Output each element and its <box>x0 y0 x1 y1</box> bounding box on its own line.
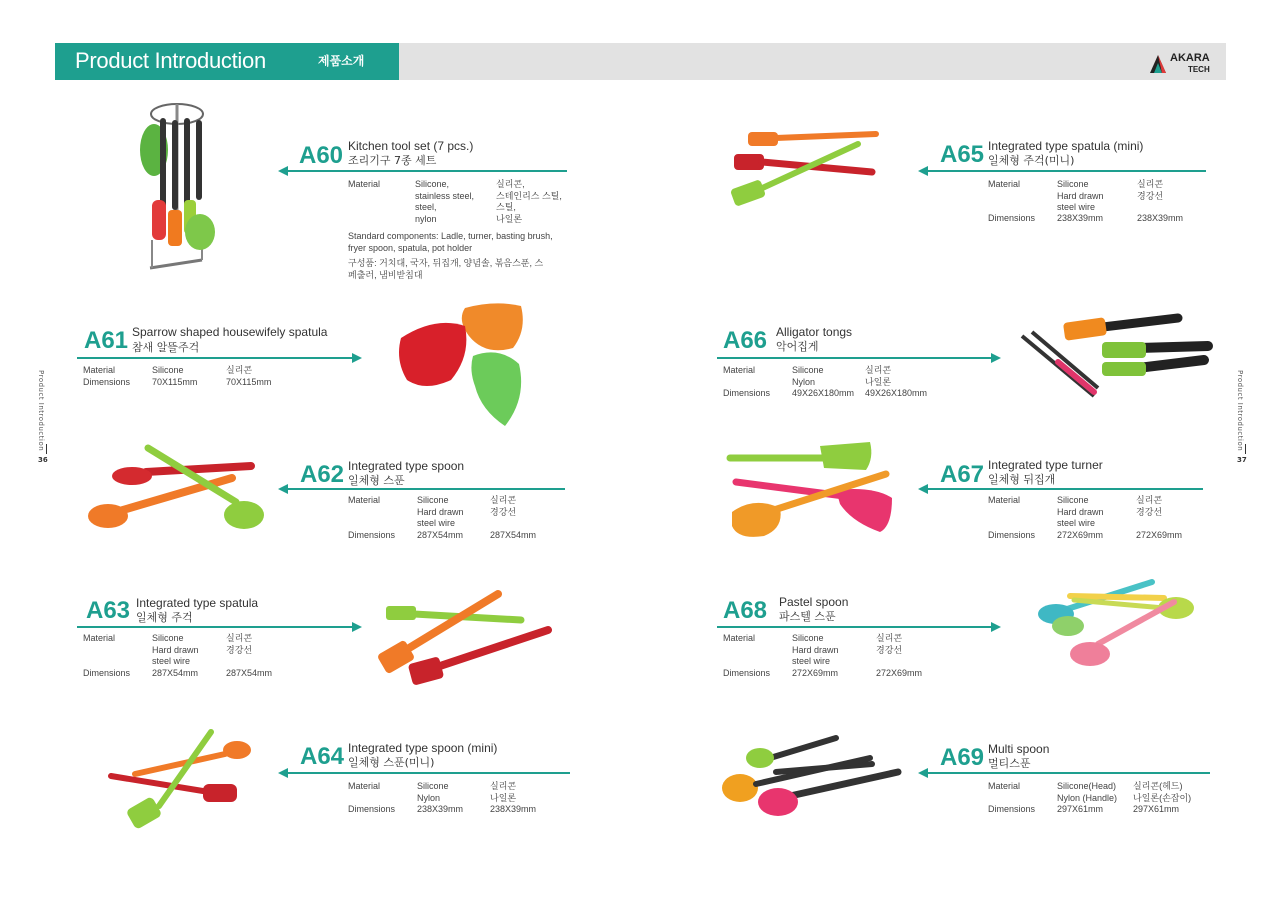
divider-line <box>285 170 567 172</box>
product-code: A62 <box>300 461 345 488</box>
divider-line <box>925 772 1210 774</box>
material-kr <box>490 781 516 804</box>
spec-block <box>723 365 943 405</box>
material-en-3: steel wire <box>417 518 456 528</box>
material-kr-1: 실리콘 <box>490 495 517 505</box>
material-kr <box>1133 781 1191 804</box>
material-en-2: stainless steel, <box>415 190 475 201</box>
material-label: Material <box>988 781 1021 791</box>
dimensions-en: 272X69mm <box>1057 530 1104 540</box>
material-en <box>792 633 839 668</box>
material-en-3: steel wire <box>1057 518 1096 528</box>
material-en: Silicone <box>152 365 184 375</box>
material-en <box>417 781 449 804</box>
material-kr-1: 실리콘 <box>490 781 517 791</box>
divider-line <box>717 626 991 628</box>
material-kr: 실리콘 <box>226 365 253 375</box>
material-en-3: steel wire <box>1057 202 1096 212</box>
dimensions-kr: 272X69mm <box>1136 530 1183 540</box>
dimensions-label: Dimensions <box>348 804 396 814</box>
product-code: A68 <box>723 597 768 624</box>
dimensions-en: 272X69mm <box>792 668 839 678</box>
kitchen-tool-set-image <box>132 100 222 272</box>
material-en-1: Silicone <box>1057 495 1089 505</box>
material-en-2: Nylon (Handle) <box>1057 792 1118 803</box>
product-name-kr: 참새 알뜰주걱 <box>132 341 200 354</box>
divider-line <box>77 626 352 628</box>
material-en-2: Hard drawn <box>1057 190 1104 201</box>
material-en <box>1057 179 1104 214</box>
product-code: A65 <box>940 141 985 168</box>
product-name-kr: 일체형 뒤집개 <box>988 473 1056 486</box>
arrow-right-icon <box>352 622 362 632</box>
page-title: Product Introduction <box>75 48 266 73</box>
material-label: Material <box>723 633 756 643</box>
multi-spoon-image <box>720 734 902 822</box>
spec-block <box>83 633 303 683</box>
side-divider-right <box>1245 444 1246 454</box>
product-name: Integrated type spoon (mini) <box>348 741 498 755</box>
material-en <box>1057 495 1104 530</box>
dimensions-kr: 238X39mm <box>1137 213 1184 223</box>
material-label: Material <box>83 365 116 375</box>
material-kr <box>865 365 891 388</box>
dimensions-label: Dimensions <box>988 804 1036 814</box>
arrow-right-icon <box>991 622 1001 632</box>
dimensions-kr: 287X54mm <box>226 668 273 678</box>
material-en <box>792 365 824 388</box>
product-name-kr: 악어집게 <box>776 340 819 353</box>
side-label-left: Product Introduction <box>37 370 45 452</box>
arrow-left-icon <box>278 166 288 176</box>
material-en-2: Hard drawn <box>792 644 839 655</box>
product-name: Multi spoon <box>988 742 1050 756</box>
product-name: Alligator tongs <box>776 325 853 339</box>
material-en-1: Silicone <box>417 495 449 505</box>
logo-line1: AKARA <box>1170 52 1210 64</box>
spec-block <box>348 495 568 545</box>
spec-block <box>348 179 568 229</box>
dimensions-label: Dimensions <box>83 668 131 678</box>
material-label: Material <box>83 633 116 643</box>
product-code: A67 <box>940 461 985 488</box>
dimensions-label: Dimensions <box>348 530 396 540</box>
dimensions-label: Dimensions <box>723 388 771 398</box>
product-name-kr: 일체형 스푼 <box>348 474 405 487</box>
spec-block <box>988 781 1218 821</box>
material-en-1: Silicone, <box>415 179 450 189</box>
spec-block <box>988 495 1208 545</box>
material-kr-2: 스테인리스 스틸, <box>496 190 562 201</box>
material-kr-1: 실리콘 <box>865 365 892 375</box>
material-en-2: Nylon <box>792 376 816 387</box>
material-en-1: Silicone <box>152 633 184 643</box>
integrated-spatula-image <box>376 588 556 688</box>
spec-block <box>988 179 1208 229</box>
dimensions-kr: 297X61mm <box>1133 804 1180 814</box>
page-subtitle: 제품소개 <box>318 54 365 68</box>
material-kr-4: 나일론 <box>496 213 523 224</box>
material-kr-2: 경강선 <box>226 644 253 655</box>
material-kr <box>496 179 562 225</box>
dimensions-en: 287X54mm <box>417 530 464 540</box>
material-kr-2: 경강선 <box>490 506 517 517</box>
material-kr <box>1136 495 1162 518</box>
material-en-1: Silicone <box>1057 179 1089 189</box>
material-kr-2: 나일론(손잡이) <box>1133 792 1192 803</box>
page-number-right: 37 <box>1237 456 1247 464</box>
product-code: A61 <box>84 327 129 354</box>
arrow-left-icon <box>918 484 928 494</box>
material-en-2: Nylon <box>417 792 441 803</box>
arrow-left-icon <box>918 768 928 778</box>
material-label: Material <box>988 495 1021 505</box>
material-label: Material <box>348 495 381 505</box>
material-en-3: steel wire <box>152 656 191 666</box>
material-kr-1: 실리콘(헤드) <box>1133 781 1183 791</box>
logo-line2: TECH <box>1187 65 1210 74</box>
divider-line <box>717 357 991 359</box>
material-label: Material <box>348 781 381 791</box>
dimensions-kr: 287X54mm <box>490 530 537 540</box>
components-en: Standard components: Ladle, turner, basting brush, fryer spoon, spatula, pot holder <box>348 231 553 253</box>
alligator-tongs-image <box>1018 308 1214 408</box>
material-kr <box>490 495 516 518</box>
material-kr-2: 경강선 <box>876 644 903 655</box>
material-kr-3: 스틸, <box>496 202 516 212</box>
arrow-left-icon <box>918 166 928 176</box>
product-name: Integrated type turner <box>988 458 1103 472</box>
material-label: Material <box>723 365 756 375</box>
product-name-kr: 일체형 스푼(미니) <box>348 756 435 769</box>
dimensions-kr: 49X26X180mm <box>865 388 928 398</box>
dimensions-en: 297X61mm <box>1057 804 1104 814</box>
material-en-2: Hard drawn <box>152 644 199 655</box>
dimensions-label: Dimensions <box>988 530 1036 540</box>
header-bar-gray <box>399 43 1226 80</box>
material-kr-1: 실리콘, <box>496 179 525 189</box>
product-code: A63 <box>86 597 131 624</box>
arrow-right-icon <box>352 353 362 363</box>
components-kr: 구성품: 거치대, 국자, 뒤집개, 양념솔, 볶음스푼, 스페출러, 냄비받침대 <box>348 258 544 280</box>
material-en-3: steel, <box>415 202 437 212</box>
material-en-1: Silicone <box>792 633 824 643</box>
material-kr-1: 실리콘 <box>1137 179 1164 189</box>
material-label: Material <box>988 179 1021 189</box>
material-kr <box>1137 179 1163 202</box>
dimensions-en: 238X39mm <box>1057 213 1104 223</box>
material-en <box>1057 781 1117 804</box>
product-code: A64 <box>300 743 345 770</box>
divider-line <box>925 170 1206 172</box>
integrated-spatula-mini-image <box>728 126 883 206</box>
dimensions-kr: 70X115mm <box>226 376 272 387</box>
material-kr-1: 실리콘 <box>876 633 903 643</box>
product-name: Integrated type spatula <box>136 596 259 610</box>
logo-text <box>1170 53 1210 75</box>
material-kr <box>876 633 902 656</box>
integrated-spoon-image <box>86 440 271 536</box>
dimensions-kr: 238X39mm <box>490 804 537 814</box>
material-en <box>152 633 199 668</box>
divider-line <box>925 488 1203 490</box>
page-number-left: 36 <box>38 456 48 464</box>
dimensions-en: 70X115mm <box>152 376 198 387</box>
product-name: Integrated type spoon <box>348 459 465 473</box>
material-kr-2: 나일론 <box>865 376 892 387</box>
dimensions-en: 238X39mm <box>417 804 464 814</box>
product-name-kr: 일체형 주걱 <box>136 611 193 624</box>
pastel-spoon-image <box>1034 574 1198 674</box>
material-en <box>417 495 464 530</box>
product-name: Sparrow shaped housewifely spatula <box>132 325 328 339</box>
side-label-right: Product Introduction <box>1236 370 1244 452</box>
material-kr-1: 실리콘 <box>226 633 253 643</box>
divider-line <box>285 772 570 774</box>
material-label: Material <box>348 179 381 189</box>
dimensions-kr: 272X69mm <box>876 668 923 678</box>
spec-block <box>723 633 943 683</box>
product-name-kr: 파스텔 스푼 <box>779 610 836 623</box>
product-name-kr: 일체형 주걱(미니) <box>988 154 1075 167</box>
arrow-left-icon <box>278 768 288 778</box>
material-kr-1: 실리콘 <box>1136 495 1163 505</box>
material-en-2: Hard drawn <box>417 506 464 517</box>
material-en-1: Silicone <box>417 781 449 791</box>
sparrow-spatula-image <box>395 300 530 430</box>
integrated-turner-image <box>724 438 894 542</box>
product-name: Integrated type spatula (mini) <box>988 139 1144 153</box>
spec-block <box>83 365 303 391</box>
dimensions-en: 49X26X180mm <box>792 388 855 398</box>
product-name: Pastel spoon <box>779 595 849 609</box>
product-code: A66 <box>723 327 768 354</box>
material-kr-2: 경강선 <box>1136 506 1163 517</box>
integrated-spoon-mini-image <box>105 726 255 830</box>
product-name-kr: 멀티스푼 <box>988 757 1031 770</box>
material-en-1: Silicone(Head) <box>1057 781 1117 791</box>
divider-line <box>285 488 565 490</box>
product-name: Kitchen tool set (7 pcs.) <box>348 139 474 153</box>
dimensions-en: 287X54mm <box>152 668 199 678</box>
product-name-kr: 조리기구 7종 세트 <box>348 154 437 167</box>
material-en-3: steel wire <box>792 656 831 666</box>
product-code: A60 <box>299 142 344 169</box>
material-kr-2: 나일론 <box>490 792 517 803</box>
divider-line <box>77 357 352 359</box>
arrow-right-icon <box>991 353 1001 363</box>
material-en <box>415 179 474 225</box>
material-en-4: nylon <box>415 213 437 224</box>
material-kr <box>226 633 252 656</box>
material-en-2: Hard drawn <box>1057 506 1104 517</box>
dimensions-label: Dimensions <box>988 213 1036 223</box>
dimensions-label: Dimensions <box>723 668 771 678</box>
dimensions-label: Dimensions <box>83 376 131 387</box>
spec-block <box>348 781 568 821</box>
material-kr-2: 경강선 <box>1137 190 1164 201</box>
material-en-1: Silicone <box>792 365 824 375</box>
product-code: A69 <box>940 744 985 771</box>
side-divider-left <box>46 444 47 454</box>
arrow-left-icon <box>278 484 288 494</box>
